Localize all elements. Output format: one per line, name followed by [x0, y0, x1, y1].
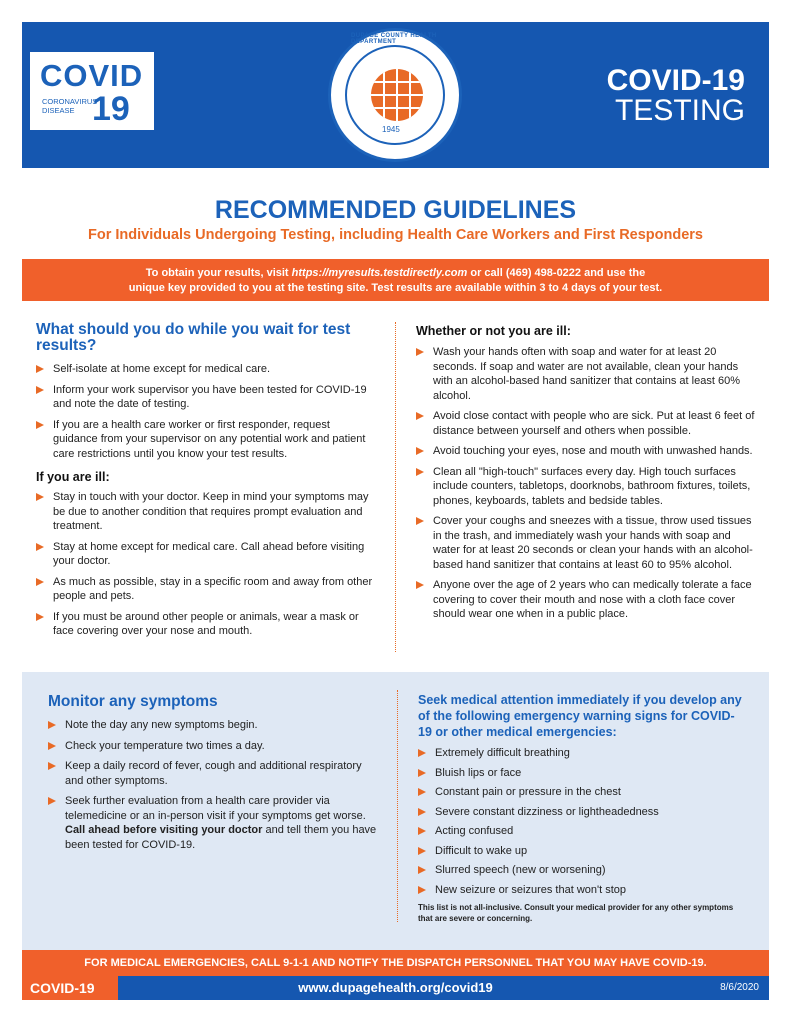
panel-divider	[397, 690, 398, 922]
emergency-call-banner: FOR MEDICAL EMERGENCIES, CALL 9-1-1 AND NOTIFY THE DISPATCH PERSONNEL THAT YOU MAY HAVE COVID-19.	[22, 950, 769, 976]
list-item: New seizure or seizures that won't stop	[418, 883, 748, 898]
arrow-bullet-icon	[418, 886, 426, 894]
whether-ill-list	[416, 345, 756, 622]
list-item: As much as possible, stay in a specific room and away from other people and pets.	[36, 575, 376, 604]
emergency-list-note: This list is not all-inclusive. Consult your medical provider for any other symptoms that are severe or concerning.	[418, 903, 734, 923]
list-item: Slurred speech (new or worsening)	[418, 863, 748, 878]
health-department-seal	[328, 28, 462, 162]
monitor-symptoms-heading: Monitor any symptoms	[48, 693, 218, 710]
if-ill-list	[36, 490, 376, 639]
arrow-bullet-icon	[416, 447, 424, 455]
monitor-symptoms-section	[48, 694, 378, 858]
list-item: Cover your coughs and sneezes with a tissue, throw used tissues in the trash, and immediately wash your hands with soap and water for at least 20 seconds or clean your hands with an alcohol-based hand sanitizer that contains at least 60 to 95% alcohol.	[416, 514, 756, 572]
list-item: Avoid close contact with people who are sick. Put at least 6 feet of distance between yourself and others when possible.	[416, 409, 756, 438]
results-url-link[interactable]: https://myresults.testdirectly.com	[291, 267, 468, 279]
logo-line2: DISEASE	[42, 106, 75, 115]
list-item: Note the day any new symptoms begin.	[48, 718, 378, 733]
arrow-bullet-icon	[418, 866, 426, 874]
arrow-bullet-icon	[418, 769, 426, 777]
list-item: Bluish lips or face	[418, 766, 748, 781]
arrow-bullet-icon	[36, 578, 44, 586]
arrow-bullet-icon	[36, 421, 44, 429]
list-item: Keep a daily record of fever, cough and additional respiratory and other symptoms.	[48, 759, 378, 788]
arrow-bullet-icon	[36, 493, 44, 501]
banner-text-line2: unique key provided to you at the testing site. Test results are available within 3 to 4 days of your test.	[128, 282, 663, 294]
header-title-line2: TESTING	[614, 94, 745, 127]
list-item: Check your temperature two times a day.	[48, 739, 378, 754]
emergency-signs-heading: Seek medical attention immediately if you develop any of the following emergency warning signs for COVID-19 or other medical emergencies:	[418, 693, 742, 739]
footer-covid-tag: COVID-19	[22, 976, 118, 1000]
arrow-bullet-icon	[416, 581, 424, 589]
arrow-bullet-icon	[418, 827, 426, 835]
results-info-banner	[22, 259, 769, 301]
list-item: Constant pain or pressure in the chest	[418, 785, 748, 800]
if-ill-heading: If you are ill:	[36, 470, 110, 484]
list-item: Inform your work supervisor you have been tested for COVID-19 and note the date of testing.	[36, 383, 376, 412]
covid19-logo	[30, 52, 154, 130]
banner-text-part1: To obtain your results, visit	[145, 267, 292, 279]
list-item: Severe constant dizziness or lightheadedness	[418, 805, 748, 820]
list-item: Self-isolate at home except for medical care.	[36, 362, 376, 377]
footer-website-link[interactable]: www.dupagehealth.org/covid19	[298, 980, 493, 995]
list-item: Anyone over the age of 2 years who can medically tolerate a face covering to cover their mouth and nose with a cloth face cover should wear one when in a public place.	[416, 578, 756, 622]
wait-results-heading: What should you do while you wait for test results?	[36, 321, 351, 354]
header-title-line1: COVID-19	[606, 64, 745, 97]
page-subtitle: For Individuals Undergoing Testing, including Health Care Workers and First Responders	[88, 227, 703, 243]
list-item: Avoid touching your eyes, nose and mouth with unwashed hands.	[416, 444, 756, 459]
page-title: RECOMMENDED GUIDELINES	[214, 196, 577, 224]
header-banner	[22, 22, 769, 168]
list-item: Stay in touch with your doctor. Keep in mind your symptoms may be due to another condition that requires prompt evaluation and treatment.	[36, 490, 376, 534]
logo-covid-text: COVID	[40, 58, 144, 93]
symptoms-panel	[22, 672, 769, 950]
arrow-bullet-icon	[416, 517, 424, 525]
list-item: Seek further evaluation from a health care provider via telemedicine or an in-person visit if your symptoms get worse. Call ahead before visiting your doctor and tell them you have been tested for COVID-19.	[48, 794, 378, 852]
list-item: Acting confused	[418, 824, 748, 839]
arrow-bullet-icon	[48, 762, 56, 770]
list-item: If you are a health care worker or first responder, request guidance from your supervisor on any potential work and patient care restrictions until you know your test results.	[36, 418, 376, 462]
left-column	[36, 322, 376, 645]
logo-subtext	[42, 97, 97, 115]
seal-text: DUPAGE COUNTY HEALTH DEPARTMENT	[351, 33, 437, 45]
arrow-bullet-icon	[48, 797, 56, 805]
banner-text-part2: or call (469) 498-0222 and use the	[467, 267, 646, 279]
emergency-signs-list	[418, 746, 748, 897]
globe-icon	[371, 69, 423, 121]
arrow-bullet-icon	[418, 788, 426, 796]
right-column	[416, 322, 756, 628]
list-item: Difficult to wake up	[418, 844, 748, 859]
emergency-signs-section	[418, 692, 748, 924]
logo-line1: CORONAVIRUS	[42, 97, 98, 106]
arrow-bullet-icon	[416, 468, 424, 476]
whether-ill-heading: Whether or not you are ill:	[416, 324, 571, 338]
list-item: Clean all "high-touch" surfaces every day. High touch surfaces include counters, tabletops, doorknobs, bathroom fixtures, toilets, phones, keyboards, tablets and bedside tables.	[416, 465, 756, 509]
seal-inner-ring	[345, 45, 445, 145]
arrow-bullet-icon	[48, 742, 56, 750]
list-item: Extremely difficult breathing	[418, 746, 748, 761]
arrow-bullet-icon	[48, 721, 56, 729]
arrow-bullet-icon	[36, 613, 44, 621]
wait-results-list	[36, 362, 376, 461]
list-item: Wash your hands often with soap and water for at least 20 seconds. If soap and water are not available, clean your hands with an alcohol-based hand sanitizer that contains at least 60% alcohol.	[416, 345, 756, 403]
list-item: Stay at home except for medical care. Call ahead before visiting your doctor.	[36, 540, 376, 569]
arrow-bullet-icon	[416, 412, 424, 420]
arrow-bullet-icon	[416, 348, 424, 356]
column-divider	[395, 322, 396, 652]
arrow-bullet-icon	[418, 847, 426, 855]
footer-bar	[22, 976, 769, 1000]
monitor-symptoms-list	[48, 718, 378, 852]
footer-date: 8/6/2020	[720, 982, 759, 993]
arrow-bullet-icon	[418, 749, 426, 757]
call-ahead-emphasis: Call ahead before visiting your doctor	[65, 824, 263, 836]
list-item: If you must be around other people or animals, wear a mask or face covering over your nose and mouth.	[36, 610, 376, 639]
seal-year: 1945	[382, 125, 400, 134]
arrow-bullet-icon	[36, 365, 44, 373]
logo-19-text: 19	[92, 90, 130, 128]
arrow-bullet-icon	[418, 808, 426, 816]
arrow-bullet-icon	[36, 543, 44, 551]
arrow-bullet-icon	[36, 386, 44, 394]
